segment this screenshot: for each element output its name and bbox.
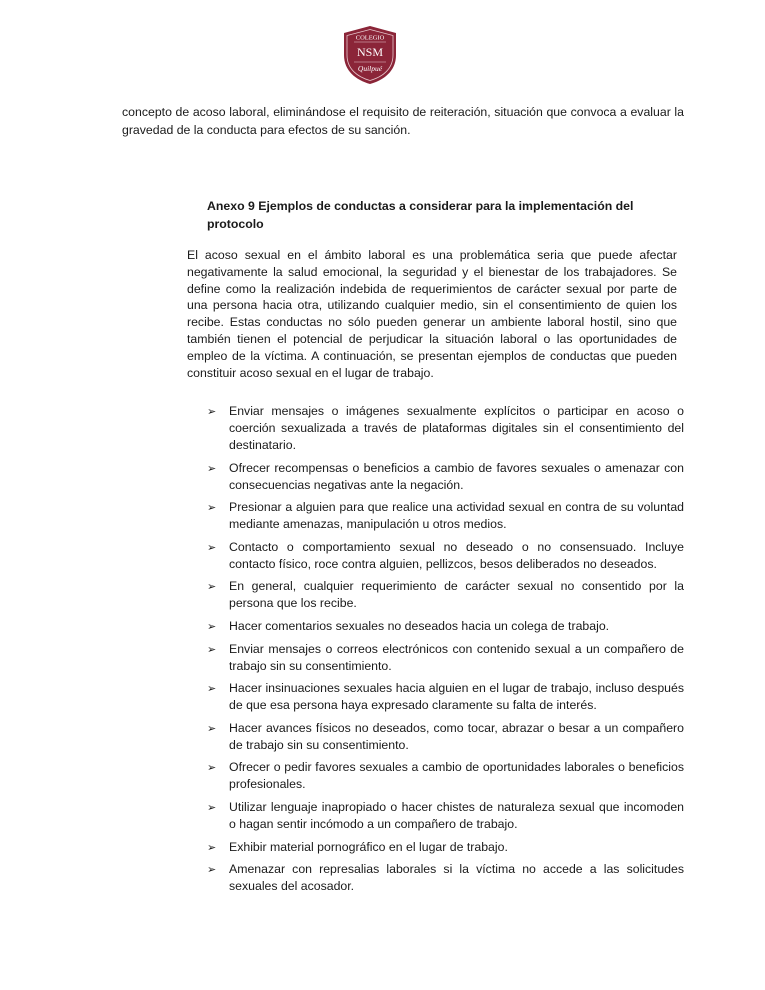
list-item-text: Presionar a alguien para que realice una actividad sexual en contra de su voluntad mediante amenazas, manipulación u otros medios.: [229, 500, 684, 532]
list-item-text: Hacer insinuaciones sexuales hacia alguien en el lugar de trabajo, incluso después de que esa persona haya expresado claramente su falta de interés.: [229, 681, 684, 713]
list-item: [207, 839, 684, 856]
list-item: [207, 499, 684, 533]
list-item: [207, 578, 684, 612]
arrow-bullet-icon: ➢: [207, 405, 217, 418]
shield-crest-icon: [341, 25, 399, 85]
list-item: [207, 539, 684, 573]
logo-line-quilpue: Quilpué: [357, 64, 383, 73]
arrow-bullet-icon: ➢: [207, 540, 217, 554]
list-item: [207, 403, 684, 454]
list-item: [207, 720, 684, 754]
intro-paragraph: concepto de acoso laboral, eliminándose el requisito de reiteración, situación que convoca a evaluar la gravedad de la conducta para efectos de su sanción.: [122, 105, 684, 137]
arrow-bullet-icon: ➢: [207, 580, 217, 594]
list-item: [207, 460, 684, 494]
arrow-bullet-icon: ➢: [207, 863, 217, 877]
list-item: [207, 641, 684, 675]
list-item-text: Utilizar lenguaje inapropiado o hacer chistes de naturaleza sexual que incomoden o hagan sentir incómodo a un compañero de trabajo.: [229, 799, 684, 831]
list-item-text: Ofrecer o pedir favores sexuales a cambio de oportunidades laborales o beneficios profesionales.: [229, 760, 684, 792]
list-item-text: Ofrecer recompensas o beneficios a cambio de favores sexuales o amenazar con consecuencias negativas ante la negación.: [229, 460, 684, 492]
logo-line-nsm: NSM: [356, 45, 384, 59]
arrow-bullet-icon: ➢: [207, 761, 217, 775]
list-item: [207, 680, 684, 714]
conduct-examples-list: [207, 403, 684, 901]
list-item-text: Contacto o comportamiento sexual no deseado o no consensuado. Incluye contacto físico, roce contra alguien, pellizcos, besos deliberados no deseados.: [229, 539, 684, 571]
arrow-bullet-icon: ➢: [207, 840, 217, 854]
logo-line-colegio: COLEGIO: [355, 34, 385, 42]
list-item-text: Amenazar con represalias laborales si la víctima no accede a las solicitudes sexuales del acosador.: [229, 862, 684, 894]
arrow-bullet-icon: ➢: [207, 642, 217, 656]
list-item-text: Hacer comentarios sexuales no deseados hacia un colega de trabajo.: [229, 618, 610, 633]
list-item: [207, 759, 684, 793]
arrow-bullet-icon: ➢: [207, 721, 217, 735]
list-item-text: Enviar mensajes o correos electrónicos con contenido sexual a un compañero de trabajo sin su consentimiento.: [229, 641, 684, 673]
arrow-bullet-icon: ➢: [207, 461, 217, 475]
arrow-bullet-icon: ➢: [207, 501, 217, 515]
annex-body-paragraph: El acoso sexual en el ámbito laboral es una problemática seria que puede afectar negativamente la salud emocional, la seguridad y el bienestar de los trabajadores. Se define como la realización indebida de requerimientos de carácter sexual por parte de una persona hacia otra, utilizando cualquier medio, sin el consentimiento de quien los recibe. Estas conductas no sólo pueden generar un ambiente laboral hostil, sino que también tienen el potencial de perjudicar la situación laboral o las oportunidades de empleo de la víctima. A continuación, se presentan ejemplos de conductas que pueden constituir acoso sexual en el lugar de trabajo.: [187, 248, 677, 380]
arrow-bullet-icon: ➢: [207, 800, 217, 814]
annex-title: Anexo 9 Ejemplos de conductas a considerar para la implementación del protocolo: [207, 199, 634, 231]
list-item-text: Hacer avances físicos no deseados, como tocar, abrazar o besar a un compañero de trabajo sin su consentimiento.: [229, 720, 684, 752]
list-item-text: Exhibir material pornográfico en el lugar de trabajo.: [229, 839, 508, 854]
list-item: [207, 861, 684, 895]
school-logo: [341, 25, 399, 85]
list-item-text: En general, cualquier requerimiento de carácter sexual no consentido por la persona que los recibe.: [229, 579, 684, 611]
list-item-text: Enviar mensajes o imágenes sexualmente explícitos o participar en acoso o coerción sexualizada a través de plataformas digitales sin el consentimiento del destinatario.: [229, 404, 684, 452]
list-item: [207, 799, 684, 833]
arrow-bullet-icon: ➢: [207, 619, 217, 633]
arrow-bullet-icon: ➢: [207, 682, 217, 696]
list-item: [207, 618, 684, 635]
